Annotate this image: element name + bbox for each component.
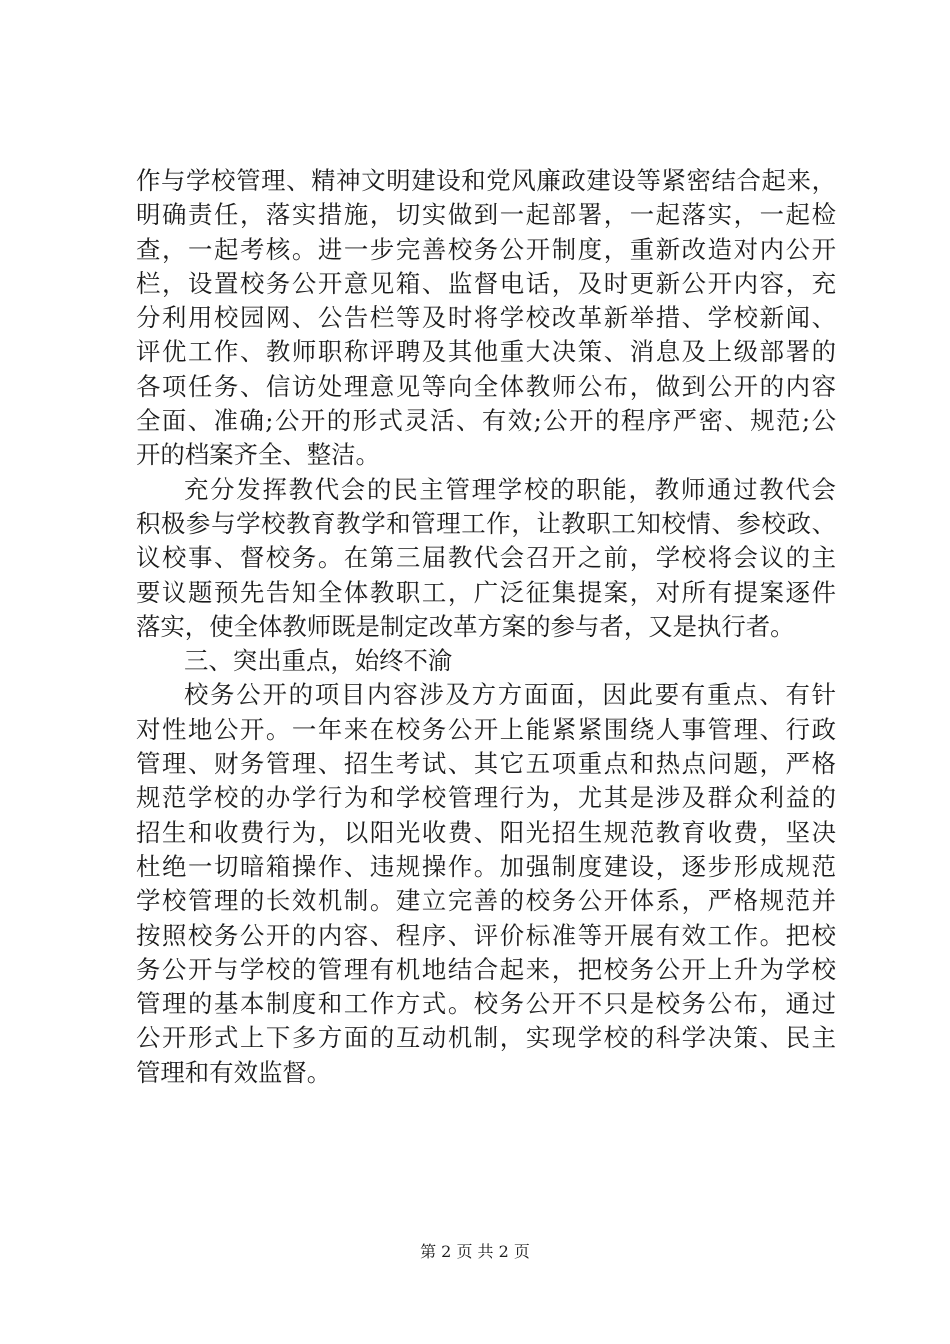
text-line: 查，一起考核。进一步完善校务公开制度，重新改造对内公开 — [136, 234, 836, 264]
text-line: 分利用校园网、公告栏等及时将学校改革新举措、学校新闻、 — [136, 303, 836, 333]
text-line: 规范学校的办学行为和学校管理行为，尤其是涉及群众利益的 — [136, 783, 836, 813]
text-line: 学校管理的长效机制。建立完善的校务公开体系，严格规范并 — [136, 886, 836, 916]
text-line: 充分发挥教代会的民主管理学校的职能，教师通过教代会 — [184, 474, 836, 504]
text-line: 积极参与学校教育教学和管理工作，让教职工知校情、参校政、 — [136, 508, 836, 538]
document-body — [136, 164, 836, 1090]
text-line: 公开形式上下多方面的互动机制，实现学校的科学决策、民主 — [136, 1023, 836, 1053]
text-line: 务公开与学校的管理有机地结合起来，把校务公开上升为学校 — [136, 954, 836, 984]
text-line: 评优工作、教师职称评聘及其他重大决策、消息及上级部署的 — [136, 337, 836, 367]
text-line: 议校事、督校务。在第三届教代会召开之前，学校将会议的主 — [136, 543, 836, 573]
text-line: 管理和有效监督。 — [136, 1057, 332, 1087]
text-line: 要议题预先告知全体教职工，广泛征集提案，对所有提案逐件 — [136, 577, 836, 607]
text-line: 管理的基本制度和工作方式。校务公开不只是校务公布，通过 — [136, 989, 836, 1019]
text-line: 各项任务、信访处理意见等向全体教师公布，做到公开的内容 — [136, 371, 836, 401]
text-line: 明确责任，落实措施，切实做到一起部署，一起落实，一起检 — [136, 200, 836, 230]
page-footer: 第 2 页 共 2 页 — [420, 1242, 530, 1261]
text-line: 作与学校管理、精神文明建设和党风廉政建设等紧密结合起来， — [136, 166, 836, 195]
text-line: 按照校务公开的内容、程序、评价标准等开展有效工作。把校 — [136, 920, 836, 950]
text-line: 全面、准确;公开的形式灵活、有效;公开的程序严密、规范;公 — [136, 406, 836, 436]
text-line: 对性地公开。一年来在校务公开上能紧紧围绕人事管理、行政 — [136, 714, 836, 744]
text-line: 招生和收费行为，以阳光收费、阳光招生规范教育收费，坚决 — [136, 817, 836, 847]
text-line: 管理、财务管理、招生考试、其它五项重点和热点问题，严格 — [136, 749, 836, 779]
text-line: 栏，设置校务公开意见箱、监督电话，及时更新公开内容，充 — [136, 268, 836, 298]
text-line: 落实，使全体教师既是制定改革方案的参与者，又是执行者。 — [136, 611, 795, 641]
text-line: 三、突出重点，始终不渝 — [184, 646, 453, 676]
text-line: 开的档案齐全、整洁。 — [136, 440, 380, 470]
text-line: 校务公开的项目内容涉及方方面面，因此要有重点、有针 — [184, 680, 836, 710]
text-line: 杜绝一切暗箱操作、违规操作。加强制度建设，逐步形成规范 — [136, 851, 836, 881]
